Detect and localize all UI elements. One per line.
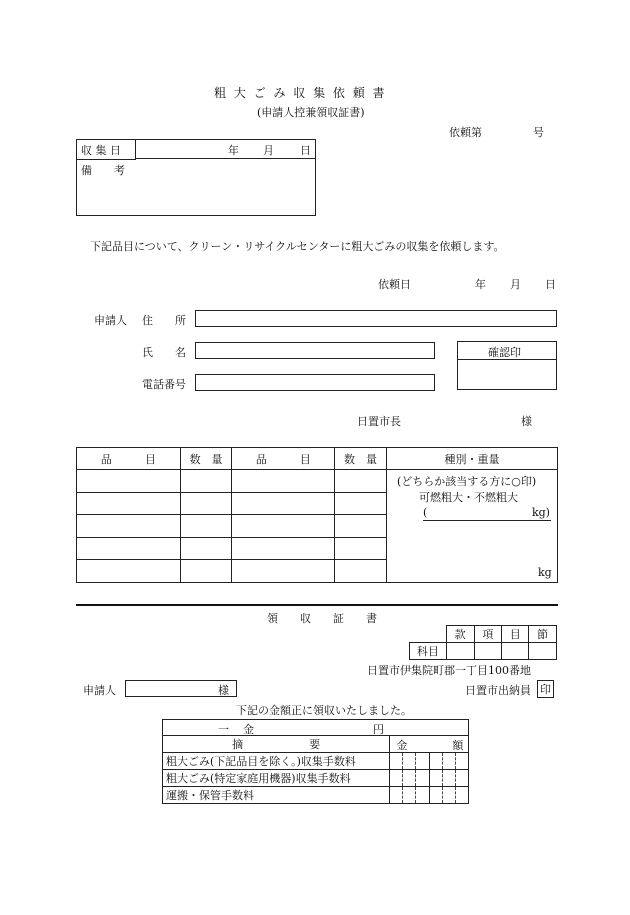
type-note-1: (どちらか該当する方に○印): [396, 475, 537, 488]
account-header-kou: 項: [474, 626, 502, 643]
fee-col-gaku: 額: [452, 739, 464, 752]
receipt-title: 領 収 証 書: [267, 612, 377, 625]
items-cell[interactable]: [77, 560, 181, 583]
fee-digit-cell[interactable]: [430, 753, 443, 770]
amount-yen: 円: [373, 723, 384, 736]
items-cell[interactable]: [180, 492, 232, 515]
address-field[interactable]: [195, 310, 557, 327]
weight-open-paren: (: [422, 506, 428, 519]
name-field[interactable]: [195, 342, 435, 359]
items-cell[interactable]: [180, 560, 232, 583]
items-cell[interactable]: [232, 470, 335, 493]
name-label: 氏 名: [142, 346, 186, 359]
fee-digit-cell[interactable]: [456, 770, 469, 787]
account-cell[interactable]: [446, 643, 474, 660]
items-cell[interactable]: [335, 537, 387, 560]
confirm-seal-box: [457, 341, 557, 390]
fee-digit-cell[interactable]: [430, 770, 443, 787]
items-cell[interactable]: [335, 560, 387, 583]
fee-row-label: 粗大ごみ(下記品目を除く。)収集手数料: [163, 753, 390, 770]
fee-digit-cell[interactable]: [390, 770, 403, 787]
amount-kin: 金: [243, 723, 254, 736]
type-note-2: 可燃粗大・不燃粗大: [418, 491, 518, 504]
request-no-suffix: 号: [533, 126, 544, 139]
items-cell[interactable]: [232, 537, 335, 560]
request-date-month: 月: [510, 278, 521, 291]
fee-digit-cell[interactable]: [403, 753, 416, 770]
receipt-statement: 下記の金額正に領収いたしました。: [236, 704, 412, 717]
type-weight-cell: [386, 470, 557, 583]
phone-label: 電話番号: [142, 378, 186, 391]
applicant-label: 申請人: [94, 314, 127, 327]
confirm-seal-label: 確認印: [488, 346, 521, 359]
fee-digit-cell[interactable]: [443, 787, 456, 804]
page-subtitle: (申請人控兼領収証書): [257, 106, 365, 119]
remarks-label: 備 考: [81, 164, 125, 177]
mayor-honorific: 様: [521, 415, 532, 428]
receipt-applicant-field[interactable]: [125, 680, 237, 697]
fee-col-description: 摘 要: [163, 736, 390, 753]
collection-year-label: 年: [228, 144, 239, 157]
items-header-qty-1: 数 量: [180, 448, 232, 470]
receipt-divider: [76, 604, 558, 606]
fee-digit-cell[interactable]: [456, 753, 469, 770]
total-kg-unit: kg: [537, 566, 552, 579]
items-cell[interactable]: [77, 470, 181, 493]
request-no-prefix: 依頼第: [449, 126, 482, 139]
account-row-label: 科目: [410, 643, 447, 660]
weight-kg-unit: kg): [531, 506, 550, 519]
items-cell[interactable]: [232, 560, 335, 583]
receipt-applicant-honorific: 様: [218, 684, 229, 697]
request-date-year: 年: [475, 278, 486, 291]
collection-date-label: 収 集 日: [81, 144, 121, 157]
fee-digit-cell[interactable]: [430, 787, 443, 804]
request-date-day: 日: [545, 278, 556, 291]
account-table: [409, 625, 557, 660]
receipt-applicant-label: 申請人: [83, 684, 116, 697]
fee-row-label: 運搬・保管手数料: [163, 787, 390, 804]
items-cell[interactable]: [77, 515, 181, 538]
collection-day-label: 日: [300, 144, 311, 157]
items-header-item-2: 品 目: [232, 448, 335, 470]
fee-table: [162, 719, 469, 804]
fee-digit-cell[interactable]: [416, 770, 430, 787]
city-address: 日置市伊集院町郡一丁目100番地: [367, 664, 531, 677]
fee-digit-cell[interactable]: [416, 787, 430, 804]
page-title: 粗 大 ご み 収 集 依 頼 書: [214, 86, 387, 100]
fee-digit-cell[interactable]: [390, 753, 403, 770]
items-cell[interactable]: [77, 537, 181, 560]
account-header-kan: 款: [446, 626, 474, 643]
items-header-qty-2: 数 量: [335, 448, 387, 470]
fee-col-kin: 金: [396, 739, 408, 752]
fee-digit-cell[interactable]: [416, 753, 430, 770]
items-table: [76, 447, 558, 583]
amount-row: [163, 720, 469, 736]
items-cell[interactable]: [232, 515, 335, 538]
request-date-label: 依頼日: [378, 278, 411, 291]
items-cell[interactable]: [335, 492, 387, 515]
account-cell[interactable]: [502, 643, 529, 660]
collection-month-label: 月: [263, 144, 274, 157]
cashier-label: 日置市出納員: [465, 684, 531, 697]
intro-text: 下記品目について、クリーン・リサイクルセンターに粗大ごみの収集を依頼します。: [90, 240, 505, 253]
items-cell[interactable]: [77, 492, 181, 515]
mayor-label: 日置市長: [357, 415, 401, 428]
phone-field[interactable]: [195, 374, 435, 391]
account-header-moku: 目: [502, 626, 529, 643]
account-header-setsu: 節: [529, 626, 557, 643]
fee-row-label: 粗大ごみ(特定家庭用機器)収集手数料: [163, 770, 390, 787]
fee-digit-cell[interactable]: [443, 770, 456, 787]
fee-digit-cell[interactable]: [456, 787, 469, 804]
fee-digit-cell[interactable]: [403, 770, 416, 787]
address-label: 住 所: [142, 314, 186, 327]
items-cell[interactable]: [335, 470, 387, 493]
items-header-type-weight: 種別・重量: [386, 448, 557, 470]
fee-digit-cell[interactable]: [403, 787, 416, 804]
cashier-seal: 印: [537, 680, 554, 698]
account-cell[interactable]: [474, 643, 502, 660]
items-cell[interactable]: [180, 470, 232, 493]
fee-digit-cell[interactable]: [390, 787, 403, 804]
items-header-item-1: 品 目: [77, 448, 181, 470]
items-cell[interactable]: [335, 515, 387, 538]
fee-col-amount: [390, 736, 469, 753]
items-cell[interactable]: [180, 515, 232, 538]
account-corner: [410, 626, 447, 643]
account-cell[interactable]: [529, 643, 557, 660]
items-cell[interactable]: [232, 492, 335, 515]
items-cell[interactable]: [180, 537, 232, 560]
amount-ichi: 一: [218, 723, 229, 736]
collection-box: [76, 139, 316, 216]
fee-digit-cell[interactable]: [443, 753, 456, 770]
